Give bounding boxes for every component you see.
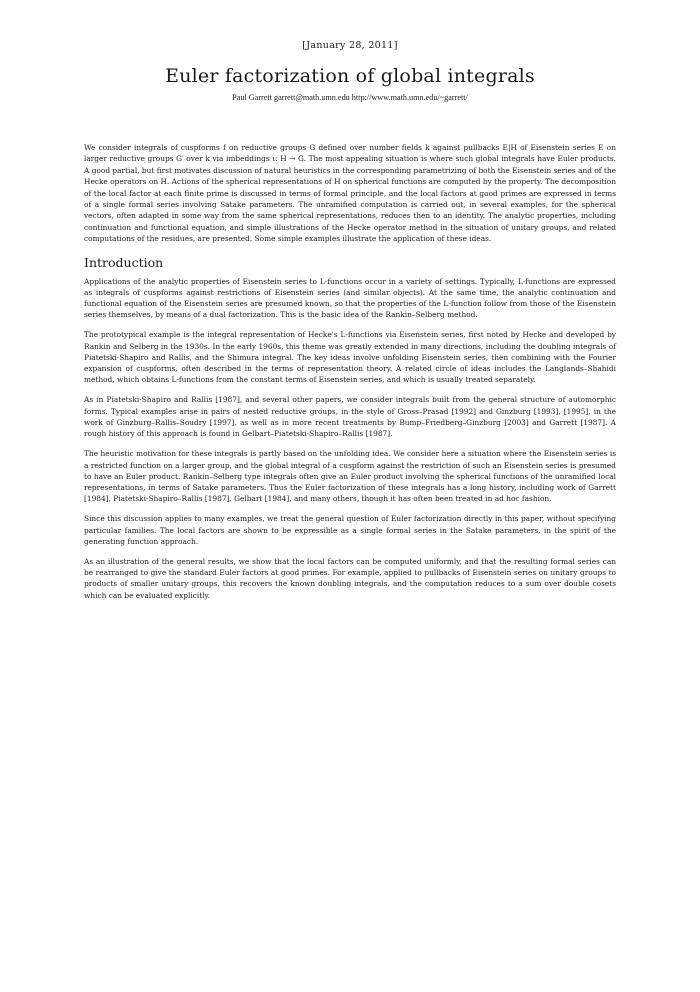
- paper-date: [January 28, 2011]: [302, 40, 398, 51]
- paragraph: Since this discussion applies to many examples, we treat the general question of Euler factorization directly in this paper, without specifying particular families. The local factors are shown to be expressible as a single formal series in the Satake parameters, in the spirit of the generating function approach.: [84, 514, 616, 546]
- abstract: We consider integrals of cuspforms f on reductive groups G defined over number fields k against pullbacks E|H of Eisenstein series E on larger reductive groups G′ over k via imbeddings ι: H → G. The most appealing situation is where such global integrals have Euler products. A good partial, but first motivates discussion of natural heuristics in the corresponding parametrizing of both the Eisenstein series and of the Hecke operators on H. Actions of the spherical representations of H on spherical functions are computed by the property. The decomposition of the local factor at each finite prime is discussed in terms of formal principle, and the local factors at good primes are expressed in terms of a single formal series involving Satake parameters. The unramified computation is carried out, in several examples, for the spherical vectors, often adapted in some way from the same spherical representations, reduces then to an identity. The analytic properties, including continuation and functional equation, and simple illustrations of the Hecke operator method in the situation of unitary groups, and related computations of the residues, are presented. Some simple examples illustrate the application of these ideas.: [84, 143, 616, 244]
- paper-author-line: Paul Garrett garrett@math.umn.edu http://www.math.umn.edu/~garrett/: [232, 93, 468, 102]
- paper-page: [84, 40, 616, 610]
- paragraph: As in Piatetski-Shapiro and Rallis [1987], and several other papers, we consider integrals built from the general structure of automorphic forms. Typical examples arise in pairs of nested reductive groups, in the style of Gross–Prasad [1992] and Ginzburg [1993], [1995], in the work of Ginzburg–Rallis–Soudry [1997], as well as in more recent treatments by Bump–Friedberg–Ginzburg [2003] and Garrett [1987]. A rough history of this approach is found in Gelbart–Piatetski-Shapiro–Rallis [1987].: [84, 395, 616, 439]
- paragraph: The heuristic motivation for these integrals is partly based on the unfolding idea. We consider here a situation where the Eisenstein series is a restricted function on a larger group, and the global integral of a cuspform against the restriction of such an Eisenstein series is presumed to have an Euler product. Rankin–Selberg type integrals often give an Euler product involving the spherical functions of the unramified local representations, in terms of Satake parameters. Thus the Euler factorization of these integrals has a long history, including work of Garrett [1984], Piatetski-Shapiro–Rallis [1987], Gelbart [1984], and many others, though it has often been treated in ad hoc fashion.: [84, 449, 616, 504]
- paragraph: As an illustration of the general results, we show that the local factors can be computed uniformly, and that the resulting formal series can be rearranged to give the standard Euler factors at good primes. For example, applied to pullbacks of Eisenstein series on unitary groups to products of smaller unitary groups, this recovers the known doubling integrals, and the computation reduces to a sum over double cosets which can be evaluated explicitly.: [84, 556, 616, 600]
- paragraph: Applications of the analytic properties of Eisenstein series to L-functions occur in a variety of settings. Typically, L-functions are expressed as integrals of cuspforms against restrictions of Eisenstein series (and similar objects). At the same time, the analytic continuation and functional equation of the Eisenstein series are presumed known, so that the properties of the L-function follow from those of the Eisenstein series themselves, by means of a dual factorization. This is the basic idea of the Rankin–Selberg method.: [84, 276, 616, 320]
- paragraph: The prototypical example is the integral representation of Hecke's L-functions via Eisenstein series, first noted by Hecke and developed by Rankin and Selberg in the 1930s. In the early 1960s, this theme was greatly extended in many directions, including the doubling integrals of Piatetski-Shapiro and Rallis, and the Shimura integral. The key ideas involve unfolding Eisenstein series, then combining with the Fourier expansion of cuspforms, often described in the terms of representation theory. A related circle of ideas includes the Langlands–Shahidi method, which obtains L-functions from the constant terms of Eisenstein series, and which is usually treated separately.: [84, 330, 616, 385]
- section-heading-introduction: Introduction: [84, 254, 164, 270]
- paper-title: Euler factorization of global integrals: [165, 65, 535, 87]
